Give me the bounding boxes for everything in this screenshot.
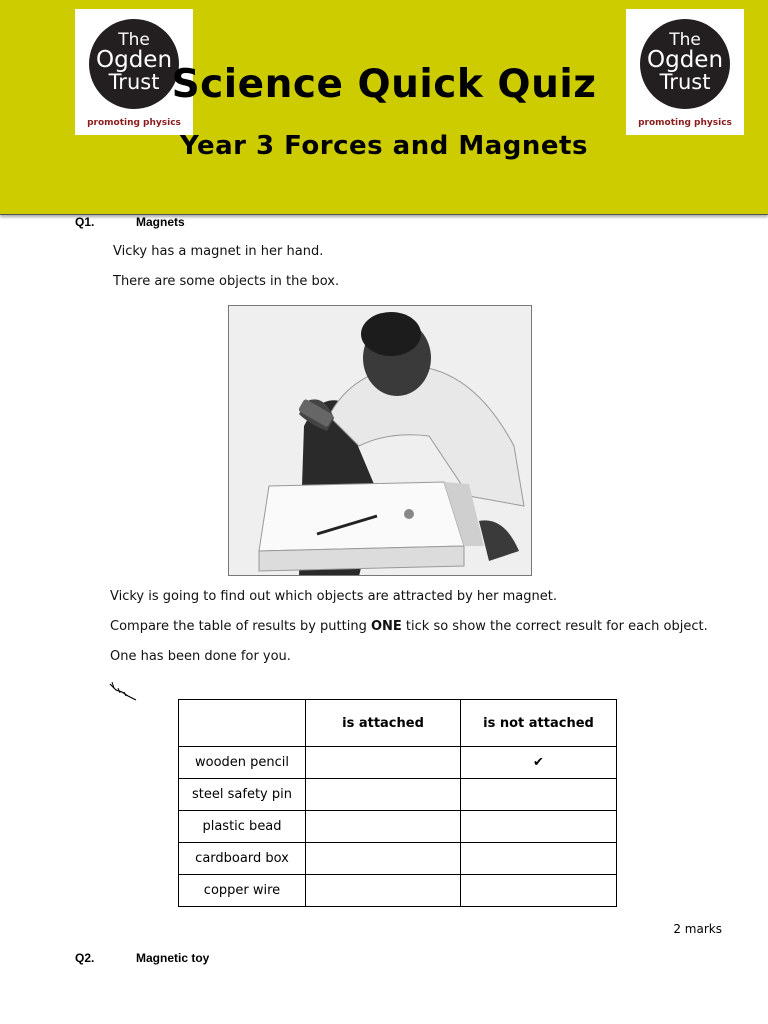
q1-text-line-5: One has been done for you.	[110, 649, 291, 664]
logo-line-1: The	[118, 30, 150, 50]
not-attached-cell[interactable]	[461, 779, 617, 811]
page-subtitle: Year 3 Forces and Magnets	[180, 131, 588, 161]
not-attached-cell[interactable]	[461, 843, 617, 875]
logo-line-2: Ogden	[95, 47, 173, 73]
table-row	[179, 843, 617, 875]
page-title: Science Quick Quiz	[171, 62, 597, 107]
logo-tagline: promoting physics	[638, 118, 732, 128]
q1-line-4-start: Compare the table of results by putting	[110, 619, 371, 634]
q1-text-line-3: Vicky is going to find out which objects are attracted by her magnet.	[110, 589, 557, 604]
q1-line-4-end: tick so show the correct result for each object.	[401, 619, 708, 634]
table-row	[179, 875, 617, 907]
q2-number: Q2.	[75, 951, 95, 965]
q1-text-line-2: There are some objects in the box.	[113, 274, 340, 289]
header-is-not-attached: is not attached	[461, 700, 617, 747]
q2-title: Magnetic toy	[136, 951, 210, 965]
q1-title: Magnets	[136, 215, 185, 229]
object-cell: plastic bead	[179, 811, 306, 843]
attached-cell[interactable]	[306, 875, 461, 907]
q1-number: Q1.	[75, 215, 95, 229]
q1-text-line-1: Vicky has a magnet in her hand.	[113, 244, 324, 259]
attached-cell[interactable]	[306, 843, 461, 875]
photo-illustration	[229, 306, 531, 575]
results-table	[178, 699, 617, 907]
q1-line-4-emphasis: ONE	[370, 619, 402, 634]
object-cell: wooden pencil	[179, 747, 306, 779]
table-row	[179, 779, 617, 811]
logo-line-1: The	[669, 30, 701, 50]
q1-marks: 2 marks	[673, 922, 722, 936]
object-cell: steel safety pin	[179, 779, 306, 811]
attached-cell[interactable]	[306, 747, 461, 779]
not-attached-cell[interactable]	[461, 875, 617, 907]
not-attached-cell[interactable]	[461, 811, 617, 843]
logo-tagline: promoting physics	[87, 118, 181, 128]
attached-cell[interactable]	[306, 779, 461, 811]
ogden-trust-logo-right	[626, 9, 744, 135]
header-banner	[0, 0, 768, 215]
header-object	[179, 700, 306, 747]
logo-line-3: Trust	[659, 70, 711, 94]
logo-line-3: Trust	[108, 70, 160, 94]
attached-cell[interactable]	[306, 811, 461, 843]
vicky-magnet-photo	[228, 305, 532, 576]
table-row	[179, 747, 617, 779]
not-attached-cell[interactable]: ✔	[461, 747, 617, 779]
logo-disc	[640, 19, 730, 109]
object-cell: copper wire	[179, 875, 306, 907]
q1-text-line-4	[110, 619, 708, 634]
object-cell: cardboard box	[179, 843, 306, 875]
logo-line-2: Ogden	[646, 47, 724, 73]
header-is-attached: is attached	[306, 700, 461, 747]
pencil-icon	[108, 680, 142, 702]
table-header-row	[179, 700, 617, 747]
table-row	[179, 811, 617, 843]
